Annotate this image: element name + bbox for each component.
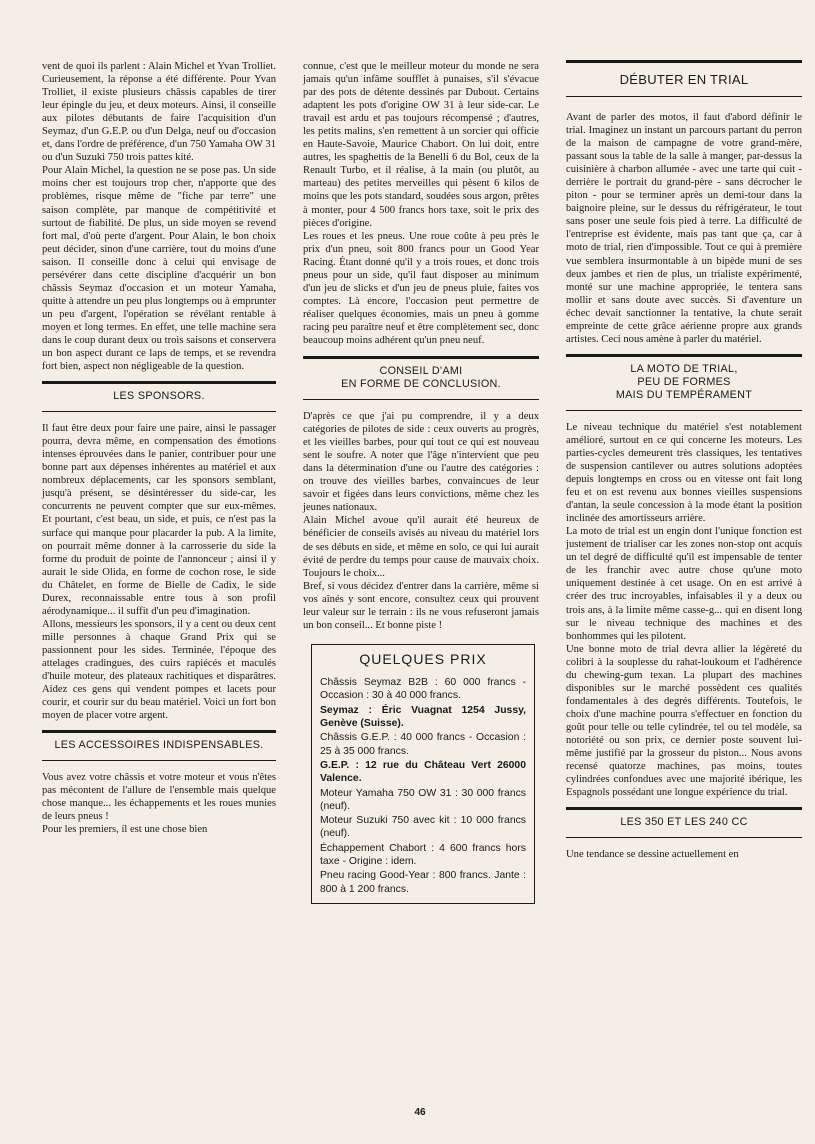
- price-item: Échappement Chabort : 4 600 francs hors taxe - Origine : idem.: [320, 842, 526, 867]
- paragraph: D'après ce que j'ai pu comprendre, il y a deux catégories de pilotes de side : ceux ouverts au progrès, et les vieilles barbes, pour qui tout ce qui est nouveau sent le soufre. A noter que l'âge n'intervient que peu dans la détermination d'une ou l'autre des catégories : on trouve des vieilles barbes, convaincues de leur savoir et figées dans leurs convictions, même chez les jeunes nationaux.: [303, 411, 539, 514]
- paragraph: Une tendance se dessine actuellement en: [566, 849, 739, 861]
- heading-line: CONSEIL D'AMI: [379, 365, 463, 378]
- paragraph: Le niveau technique du matériel s'est notablement amélioré, surtout en ce qui concerne les moteurs. Les parties-cycles demeurent très classiques, les tentatives de suspension cantilever ou autres solutions adoptées depuis longtemps en cross ou en vitesse ont fait long feu et on est revenu aux bonnes vieilles suspensions d'antan, la seule concession à la mode étant la position inclinée des amortisseurs arrière.: [566, 421, 802, 525]
- paragraph: vent de quoi ils parlent : Alain Michel et Yvan Trolliet. Curieusement, la réponse a été différente. Pour Yvan Trolliet, il existe plusieurs châssis capables de tirer leur épingle du jeu, et deux moteurs. Ainsi, il conseille aux pilotes débutants de faire l'acquisition d'un Seymaz, d'un G.E.P. ou d'un Delga, neuf ou d'occasion et, dans l'ordre de préférence, d'un 750 Yamaha OW 31 ou d'un Suzuki 750 trois pattes kité.: [42, 61, 276, 164]
- paragraph: La moto de trial est un engin dont l'unique fonction est justement de trialiser car les zones non-stop ont acquis un tel degré de difficulté qu'il est impensable de tenter de les franchir avec autre chose qu'une moto uniquement destinée à cet usage. On en est arrivé à créer des truc incroyables, infaisables il y a deux ou trois ans, à la limite même casse-g... qui en disent long sur le niveau technique des machines et des bonhommes qui les pilotent.: [566, 526, 802, 642]
- price-box-title: QUELQUES PRIX: [359, 650, 487, 667]
- price-item: Seymaz : Éric Vuagnat 1254 Jussy, Genève (Suisse).: [320, 704, 526, 730]
- heading-line: LA MOTO DE TRIAL,: [630, 362, 738, 375]
- paragraph: connue, c'est que le meilleur moteur du monde ne sera jamais qu'un infâme soufflet à punaises, s'il s'évacue par des pots de détente dessinés par Dubout. Certains adaptent les pots d'origine OW 31 à leur side-car. Le travail est ardu et pas toujours récompensé ; d'autres, les petits malins, s'en remettent à un sorcier qui officie en Haute-Savoie, Maurice Chabort. On lui doit, entre autres, les spaghettis de la Benelli 6 du Bol, ceux de la Renault Turbo, et il réalise, à la main (ou plutôt, au marteau) des petites merveilles qui pèsent 6 kilos de moins que les pots standard, soudées sous argon, prêtes à monter, pour 4 500 francs hors taxe, soit le prix des pièces d'origine.: [303, 61, 539, 229]
- section-heading-moto-de-trial: [566, 354, 802, 411]
- paragraph: Les roues et les pneus. Une roue coûte à peu près le prix d'un pneu, soit 800 francs pour un Good Year Racing. Étant donné qu'il y a trois roues, et donc trois pneus pour un side, qu'il faut disposer au minimum d'un jeu de slicks et d'un jeu de pneus pluie, faites vos comptes. Là encore, l'occasion peut permettre de réaliser quelques économies, mais un pneu à gomme racing peu paraître neuf et être complètement sec, donc beaucoup moins adhérent qu'un pneu neuf.: [303, 230, 539, 346]
- paragraph: Une bonne moto de trial devra allier la légèreté du colibri à la souplesse du rahat-loukoum et l'adhérence du chewing-gum texan. La plupart des machines disponibles sur le marché possèdent ces qualités fondamentales à des degrés différents. Toutefois, le choix d'une machine pourra s'effectuer en fonction du goût pour telle ou telle cylindrée, tel ou tel modèle, sa notoriété ou son prix, ce dernier poste souvent lui-même justifié par la grosseur du piston... Nous avons recensé quatorze machines, pas moins, toutes cylindrées confondues avec une majorité ibérique, les Espagnols possédant une longue expérience du trial.: [566, 643, 802, 799]
- paragraph: Pour les premiers, il est une chose bien: [42, 824, 208, 836]
- paragraph: Pour Alain Michel, la question ne se pose pas. Un side moins cher est toujours trop cher, n'apporte que des problèmes, risque même de "fiche par terre" une saison complète, par manque de compétitivité et surtout de fiabilité. De plus, un side moyen se revend fort mal, d'où perte d'argent. Pour Alain, le bon choix peut décider, sinon d'une carrière, tout du moins d'une saison. Il conseille donc à celui qui envisage de persévérer dans cette discipline d'acquérir un bon châssis Seymaz d'occasion et un moteur Yamaha, quitte à attendre un peu plus longtemps ou à emprunter un peu d'argent, l'opération se révélant rentable à moyen et long termes. En effet, une telle machine sera dans le coup durant deux ou trois saisons et conservera un bon aspect durant ce laps de temps, et se revendra fort bien, aspect non négligeable de la question.: [42, 165, 276, 373]
- section-heading-debuter: DÉBUTER EN TRIAL: [566, 60, 802, 97]
- paragraph: Vous avez votre châssis et votre moteur et vous n'êtes pas mécontent de l'allure de l'ensemble mais quelque chose manque... les échappements et les roues munies de leurs pneus !: [42, 772, 276, 823]
- column-middle: [303, 60, 539, 904]
- price-item: Moteur Suzuki 750 avec kit : 10 000 francs (neuf).: [320, 815, 526, 840]
- paragraph: Alain Michel avoue qu'il aurait été heureux de bénéficier de conseils avisés au niveau du matériel lors de ses débuts en side, et même en solo, ce qui lui aurait évité de perdre du temps pour cause de mauvaix choix. Toujours le choix...: [303, 515, 539, 579]
- section-heading-sponsors: LES SPONSORS.: [42, 381, 276, 412]
- column-right: [566, 60, 802, 861]
- section-heading-conseil: [303, 356, 539, 400]
- section-heading-accessoires: LES ACCESSOIRES INDISPENSABLES.: [42, 730, 276, 761]
- column-left: [42, 60, 276, 836]
- price-item: Pneu racing Good-Year : 800 francs. Jante : 800 à 1 200 francs.: [320, 870, 526, 895]
- price-item: Châssis Seymaz B2B : 60 000 francs - Occasion : 30 à 40 000 francs.: [320, 677, 526, 702]
- heading-line: PEU DE FORMES: [637, 375, 731, 388]
- paragraph: Avant de parler des motos, il faut d'abord définir le trial. Imaginez un instant un parcours partant du perron de la maison de campagne de votre grand-mère, passant sous la table de la salle à manger, par-dessus la cuisinière à charbon allumée - avec une tarte qui cuit - derrière le portrait du grand-père - sans décrocher le piton - pour se terminer après un demi-tour dans la baignoire pleine, sur le dessus du réfrigérateur, le tout sans poser une seule fois pied à terre. La difficulté de l'entreprise est évidente, mais pas tant que ça, car à moto de trial, rien d'impossible. Tout ce qui à première vue semblera insurmontable à un bipède muni de ses deux jambes et rien de plus, un trialiste expérimenté, monté sur une machine appropriée, le tentera sans mollir et sans doute avec succès. Si d'aventure un échec devait sanctionner la tentative, la chute serait empreinte de cette grâce aérienne propre aux grands artistes. Ceci nous amène à parler du matériel.: [566, 112, 802, 345]
- price-item: Moteur Yamaha 750 OW 31 : 30 000 francs (neuf).: [320, 787, 526, 812]
- paragraph: Il faut être deux pour faire une paire, ainsi le passager pourra, devra même, en compensation des émotions intenses éprouvées dans le panier, contribuer pour une bonne part aux dépenses inhérentes au matériel et aux nombreux déplacements, car les sponsors semblant, jusqu'à présent, se désintéresser du side-car, les concurrents ne peuvent compter que sur eux-mêmes. Et pourtant, c'est beau, un side, et puis, ce n'est pas la surface qui manque pour placarder la pub. A la limite, on pourrait même donner à la carrosserie du side la forme du produit de pointe de l'annonceur ; ainsi il y aurait le side Olida, en forme de cochon rose, le side du Châtelet, en forme de Bielle de Cadix, le side Durex, reconnaissable entre tous à son profil aérodynamique... il suffit d'un peu d'imagination.: [42, 423, 276, 617]
- paragraph: Bref, si vous décidez d'entrer dans la carrière, même si vos aînés y sont encore, consultez ceux qui prouvent leur valeur sur le terrain : ils ne vous refuseront jamais un bon conseil... Et bonne piste !: [303, 580, 539, 631]
- paragraph: Allons, messieurs les sponsors, il y a cent ou deux cent mille personnes à chaque Grand Prix qui se passionnent pour les sides. Terminée, l'époque des attelages cradingues, des cuirs rapiécés et maculés d'huile moteur, des plateaux rachitiques et disparâtres. Aidez ces gens qui vendent pompes et lacets pour courir, et courir sur du beau matériel. Voici un fort bon moyen de placer votre argent.: [42, 618, 276, 722]
- heading-line: MAIS DU TEMPÉRAMENT: [615, 388, 753, 401]
- heading-line: EN FORME DE CONCLUSION.: [341, 378, 501, 391]
- section-heading-350-240: LES 350 ET LES 240 CC: [566, 807, 802, 838]
- price-item: G.E.P. : 12 rue du Château Vert 26000 Valence.: [320, 759, 526, 785]
- price-list: [320, 676, 526, 896]
- price-item: Châssis G.E.P. : 40 000 francs - Occasion : 25 à 35 000 francs.: [320, 732, 526, 757]
- price-box: [311, 644, 535, 904]
- page-number: 46: [414, 1107, 426, 1118]
